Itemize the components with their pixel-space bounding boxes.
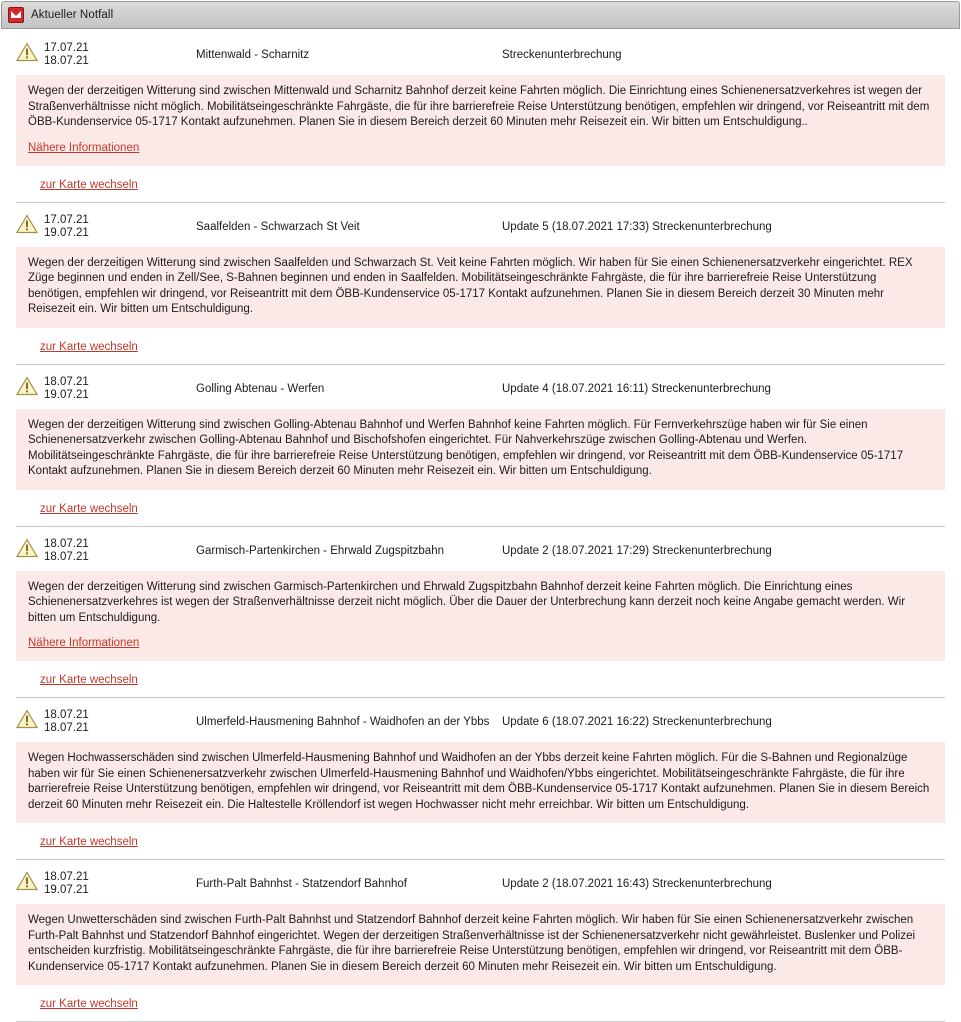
entry-status: Update 6 (18.07.2021 16:22) Streckenunterbrechung bbox=[502, 716, 772, 728]
entry-status: Streckenunterbrechung bbox=[502, 49, 622, 61]
list-item bbox=[16, 29, 945, 203]
more-information-link[interactable]: Nähere Informationen bbox=[28, 141, 140, 154]
entry-detail-text: Wegen der derzeitigen Witterung sind zwischen Mittenwald und Scharnitz Bahnhof derzeit keine Fahrten möglich. Die Einrichtung eines Schienenersatzverkehres ist wegen der Straßenverhältnisse nicht möglich. Mobilitätseingeschränkte Fahrgäste, die für ihre barrierefreie Reise Unterstützung benötigen, empfehlen wir dringend, vor Reiseantritt mit dem ÖBB-Kundenservice 05-1717 Kontakt aufzunehmen. Planen Sie in diesem Bereich derzeit 60 Minuten mehr Reisezeit ein. Wir bitten um Entschuldigung.. bbox=[28, 85, 930, 128]
entry-detail-box bbox=[16, 742, 945, 823]
entry-route: Garmisch-Partenkirchen - Ehrwald Zugspitzbahn bbox=[196, 544, 444, 557]
entry-detail-box bbox=[16, 904, 945, 985]
entry-detail-box bbox=[16, 409, 945, 490]
entry-detail-text: Wegen Hochwasserschäden sind zwischen Ulmerfeld-Hausmening Bahnhof und Waidhofen an der Ybbs derzeit keine Fahrten möglich. Für die S-Bahnen und Regionalzüge haben wir für Sie einen Schienenersatzverkehr zwischen Ulmerfeld-Hausmening Bahnhof und Waidhofen/Ybbs eingerichtet. Mobilitätseingeschränkte Fahrgäste, die für ihre barrierefreie Reise Unterstützung benötigen, empfehlen wir dringend, vor Reiseantritt mit dem ÖBB-Kundenservice 05-1717 Kontakt aufzunehmen. Planen Sie in diesem Bereich derzeit 60 Minuten mehr Reisezeit ein. Die Haltestelle Kröllendorf ist wegen Hochwasser nicht mehr erreichbar. Wir bitten um Entschuldigung. bbox=[28, 752, 930, 811]
entry-route: Mittenwald - Scharnitz bbox=[196, 49, 310, 61]
entry-status: Update 5 (18.07.2021 17:33) Streckenunterbrechung bbox=[502, 220, 772, 233]
entry-header bbox=[16, 708, 945, 739]
date-to: 19.07.21 bbox=[44, 388, 89, 401]
entry-header bbox=[16, 375, 945, 406]
entry-dates bbox=[44, 41, 196, 68]
entry-header bbox=[16, 537, 945, 568]
warning-triangle-icon bbox=[16, 214, 38, 234]
disruption-list bbox=[0, 29, 961, 1022]
entry-map-link-row bbox=[16, 490, 945, 526]
window-title: Aktueller Notfall bbox=[31, 9, 114, 21]
entry-dates bbox=[44, 213, 196, 240]
date-from: 18.07.21 bbox=[44, 375, 89, 388]
entry-header bbox=[16, 41, 945, 72]
entry-detail-text: Wegen der derzeitigen Witterung sind zwischen Garmisch-Partenkirchen und Ehrwald Zugspitzbahn Bahnhof derzeit keine Fahrten möglich. Die Einrichtung eines Schienenersatzverkehres ist wegen der Straßenverhältnisse derzeit nicht möglich. Über die Dauer der Unterbrechung kann derzeit noch keine Angabe gemacht werden. Wir bitten um Entschuldigung. bbox=[28, 580, 906, 624]
switch-to-map-link[interactable]: zur Karte wechseln bbox=[40, 674, 138, 686]
switch-to-map-link[interactable]: zur Karte wechseln bbox=[40, 178, 138, 191]
list-item bbox=[16, 527, 945, 699]
entry-dates bbox=[44, 375, 196, 402]
entry-map-link-row bbox=[16, 166, 945, 202]
entry-status: Update 2 (18.07.2021 16:43) Streckenunterbrechung bbox=[502, 878, 772, 890]
date-from: 18.07.21 bbox=[44, 709, 89, 721]
date-from: 17.07.21 bbox=[44, 213, 89, 226]
switch-to-map-link[interactable]: zur Karte wechseln bbox=[40, 340, 138, 353]
date-from: 17.07.21 bbox=[44, 42, 89, 54]
entry-detail-box bbox=[16, 247, 945, 328]
entry-route: Furth-Palt Bahnhst - Statzendorf Bahnhof bbox=[196, 878, 407, 890]
entry-dates bbox=[44, 870, 196, 897]
list-item bbox=[16, 860, 945, 1022]
date-to: 19.07.21 bbox=[44, 884, 89, 896]
entry-route: Saalfelden - Schwarzach St Veit bbox=[196, 220, 360, 233]
date-from: 18.07.21 bbox=[44, 871, 89, 883]
entry-map-link-row bbox=[16, 823, 945, 859]
list-item bbox=[16, 203, 945, 365]
switch-to-map-link[interactable]: zur Karte wechseln bbox=[40, 998, 138, 1010]
entry-route: Ulmerfeld-Hausmening Bahnhof - Waidhofen an der Ybbs bbox=[196, 716, 490, 728]
date-to: 18.07.21 bbox=[44, 55, 89, 67]
entry-map-link-row bbox=[16, 985, 945, 1021]
warning-triangle-icon bbox=[16, 709, 38, 729]
warning-triangle-icon bbox=[16, 376, 38, 396]
entry-status: Update 4 (18.07.2021 16:11) Streckenunterbrechung bbox=[502, 382, 771, 395]
entry-detail-text: Wegen der derzeitigen Witterung sind zwischen Saalfelden und Schwarzach St. Veit keine Fahrten möglich. Wir haben für Sie einen Schienenersatzverkehr eingerichtet. REX Züge beginnen und enden in Zell/See, S-Bahnen beginnen und enden in Saalfelden. Mobilitätseingeschränkte Fahrgäste, die für ihre barrierefreie Reise Unterstützung benötigen, empfehlen wir dringend, vor Reiseantritt mit dem ÖBB-Kundenservice 05-1717 Kontakt aufzunehmen. Planen Sie in diesem Bereich derzeit 30 Minuten mehr Reisezeit ein. Wir bitten um Entschuldigung. bbox=[28, 256, 913, 315]
entry-dates bbox=[44, 537, 196, 564]
entry-map-link-row bbox=[16, 661, 945, 697]
entry-header bbox=[16, 213, 945, 244]
list-item bbox=[16, 698, 945, 860]
more-information-link[interactable]: Nähere Informationen bbox=[28, 637, 140, 649]
window-titlebar bbox=[1, 1, 960, 29]
warning-triangle-icon bbox=[16, 871, 38, 891]
entry-map-link-row bbox=[16, 328, 945, 364]
entry-header bbox=[16, 870, 945, 901]
entry-dates bbox=[44, 708, 196, 735]
switch-to-map-link[interactable]: zur Karte wechseln bbox=[40, 836, 138, 848]
entry-detail-text: Wegen Unwetterschäden sind zwischen Furth-Palt Bahnhst und Statzendorf Bahnhof derzeit keine Fahrten möglich. Wir haben für Sie einen Schienenersatzverkehr zwischen Furth-Palt Bahnhst und Statzendorf Bahnhof eingerichtet. Wegen der derzeitigen Straßenverhältnisse ist der Schienenersatzverkehr nicht gewährleistet. Buslenker und Polizei entscheiden kurzfristig. Mobilitätseingeschränkte Fahrgäste, die für ihre barrierefreie Reise Unterstützung benötigen, empfehlen wir dringend, vor Reiseantritt mit dem ÖBB-Kundenservice 05-1717 Kontakt aufzunehmen. Planen Sie in diesem Bereich derzeit 60 Minuten mehr Reisezeit ein. Wir bitten um Entschuldigung. bbox=[28, 914, 916, 973]
entry-detail-box bbox=[16, 571, 945, 662]
entry-detail-box bbox=[16, 75, 945, 166]
entry-detail-text: Wegen der derzeitigen Witterung sind zwischen Golling-Abtenau Bahnhof und Werfen Bahnhof keine Fahrten möglich. Für Fernverkehrszüge haben wir für Sie einen Schienenersatzverkehr zwischen Golling-Abtenau Bahnhof und Bischofshofen eingerichtet. Für Nahverkehrszüge zwischen Golling-Abtenau und Werfen. Mobilitätseingeschränkte Fahrgäste, die für ihre barrierefreie Reise Unterstützung benötigen, empfehlen wir dringend, vor Reiseantritt mit dem ÖBB-Kundenservice 05-1717 Kontakt aufzunehmen. Planen Sie in diesem Bereich derzeit 60 Minuten mehr Reisezeit ein. Wir bitten um Entschuldigung. bbox=[28, 418, 904, 477]
warning-triangle-icon bbox=[16, 42, 38, 62]
list-item bbox=[16, 365, 945, 527]
date-to: 19.07.21 bbox=[44, 226, 89, 239]
mail-alert-icon bbox=[8, 7, 24, 23]
date-to: 18.07.21 bbox=[44, 722, 89, 734]
warning-triangle-icon bbox=[16, 538, 38, 558]
switch-to-map-link[interactable]: zur Karte wechseln bbox=[40, 502, 138, 515]
date-from: 18.07.21 bbox=[44, 537, 89, 550]
entry-route: Golling Abtenau - Werfen bbox=[196, 382, 325, 395]
entry-status: Update 2 (18.07.2021 17:29) Streckenunterbrechung bbox=[502, 544, 772, 557]
date-to: 18.07.21 bbox=[44, 550, 89, 563]
